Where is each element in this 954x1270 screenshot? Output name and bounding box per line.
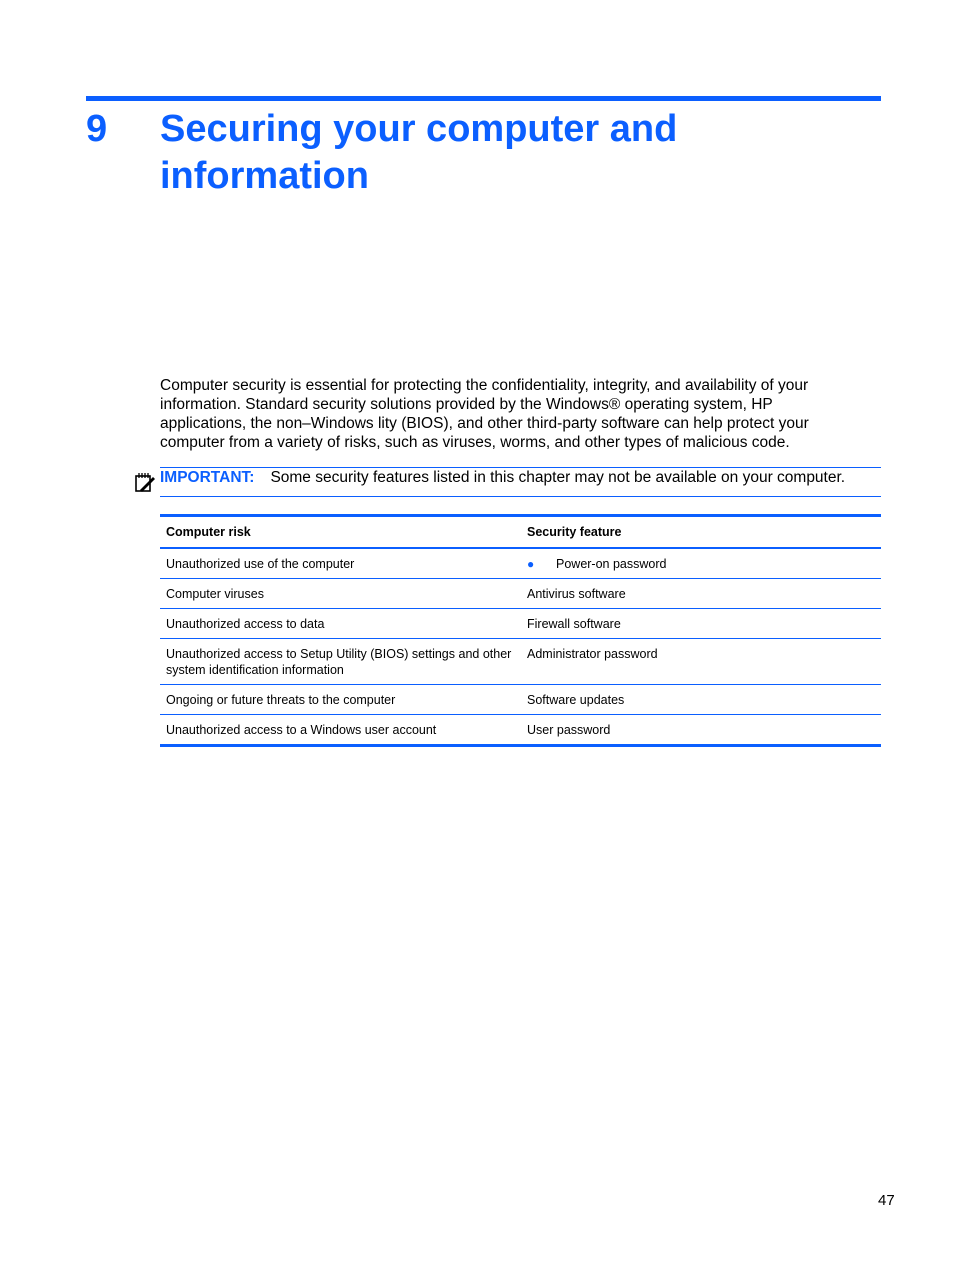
table-row (160, 609, 881, 639)
bullet-icon: ● (527, 557, 535, 571)
feature-text: Power-on password (556, 557, 667, 571)
risk-cell: Unauthorized access to data (160, 609, 521, 639)
risk-cell: Unauthorized use of the computer (160, 548, 521, 579)
table-header-row (160, 516, 881, 549)
table-row (160, 715, 881, 746)
feature-cell: Antivirus software (521, 579, 881, 609)
table-row (160, 579, 881, 609)
risk-cell: Unauthorized access to a Windows user account (166, 723, 437, 737)
note-body: Some security features listed in this chapter may not be available on your computer. (270, 469, 846, 486)
feature-cell (521, 548, 881, 579)
intro-paragraph: Computer security is essential for protecting the confidentiality, integrity, and availability of your information. Standard security solutions provided by the Windows® operating system, HP applications, the non–Windows lity (BIOS), and other third-party software can help protect your computer from a variety of risks, such as viruses, worms, and other types of malicious code. (160, 377, 809, 451)
table-row (160, 685, 881, 715)
security-risk-table (160, 514, 881, 747)
table-row (160, 639, 881, 685)
chapter-number: 9 (86, 108, 108, 150)
feature-cell: User password (527, 723, 611, 737)
page-number: 47 (878, 1192, 895, 1209)
feature-cell: Administrator password (521, 639, 881, 685)
risk-cell: Ongoing or future threats to the computer (160, 685, 521, 715)
feature-cell: Firewall software (521, 609, 881, 639)
chapter-rule (86, 96, 881, 101)
column-header-computer-risk: Computer risk (160, 516, 521, 549)
note-label: IMPORTANT: (160, 469, 255, 486)
important-note (160, 467, 881, 497)
note-text (160, 468, 845, 487)
column-header-security-feature: Security feature (521, 516, 881, 549)
risk-cell: Computer viruses (160, 579, 521, 609)
table-row (160, 548, 881, 579)
important-note-icon (134, 471, 156, 493)
risk-cell: Unauthorized access to Setup Utility (BIOS) settings and other system identification information (160, 639, 521, 685)
feature-cell: Software updates (521, 685, 881, 715)
chapter-title: Securing your computer and information (160, 108, 678, 197)
